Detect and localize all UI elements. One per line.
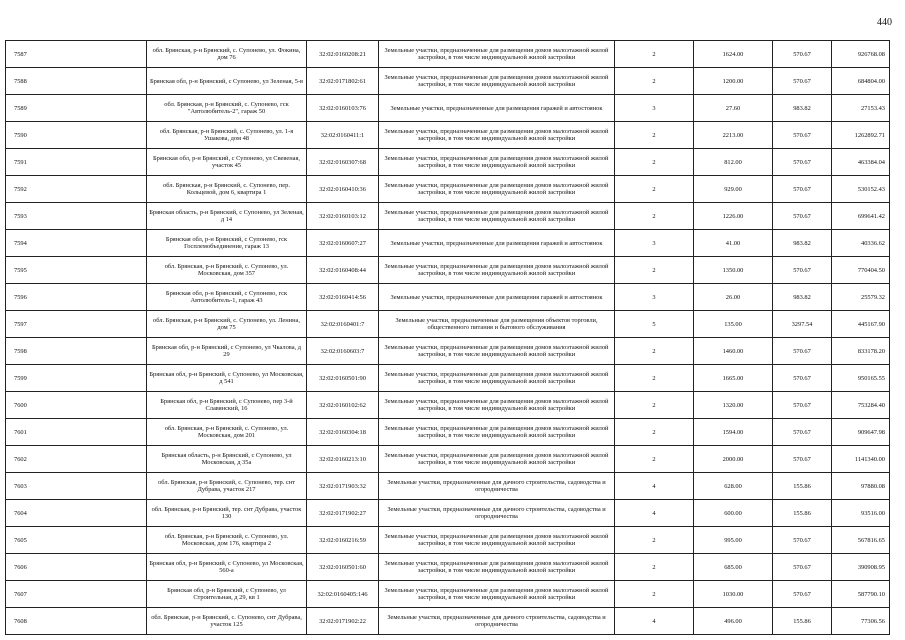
land-use-cell: Земельные участки, предназначенные для размещения домов малоэтажной жилой застройки, в том числе индивидуальной жилой застройки (379, 365, 615, 392)
cadastral-number-cell: 32:02:0160501:90 (307, 365, 379, 392)
cadastral-number-cell: 32:02:0160103:76 (307, 95, 379, 122)
rate-cell: 570.67 (773, 338, 832, 365)
address-cell: Брянская обл, р-н Брянский, с Супонево, гск Автолюбитель-1, гараж 43 (147, 284, 307, 311)
area-cell: 27.60 (694, 95, 773, 122)
group-cell: 4 (615, 500, 694, 527)
rate-cell: 155.86 (773, 473, 832, 500)
address-cell: Брянская обл, р-н Брянский, с Супонево, ул Московская, д 541 (147, 365, 307, 392)
row-number-cell: 7598 (6, 338, 147, 365)
cadastral-number-cell: 32:02:0160213:10 (307, 446, 379, 473)
rate-cell: 155.86 (773, 608, 832, 635)
land-use-cell: Земельные участки, предназначенные для размещения домов малоэтажной жилой застройки, в том числе индивидуальной жилой застройки (379, 149, 615, 176)
row-number-cell: 7590 (6, 122, 147, 149)
land-use-cell: Земельные участки, предназначенные для размещения домов малоэтажной жилой застройки, в том числе индивидуальной жилой застройки (379, 257, 615, 284)
table-row (6, 149, 890, 176)
table-row (6, 257, 890, 284)
table-row (6, 176, 890, 203)
land-use-cell: Земельные участки, предназначенные для дачного строительства, садоводства и огородничества (379, 608, 615, 635)
area-cell: 995.00 (694, 527, 773, 554)
rate-cell: 570.67 (773, 527, 832, 554)
address-cell: Брянская обл, р-н Брянский, с Супонево, ул Московская, 560-а (147, 554, 307, 581)
cadastral-number-cell: 32:02:0160408:44 (307, 257, 379, 284)
table-row (6, 527, 890, 554)
land-use-cell: Земельные участки, предназначенные для размещения домов малоэтажной жилой застройки, в том числе индивидуальной жилой застройки (379, 581, 615, 608)
area-cell: 929.00 (694, 176, 773, 203)
row-number-cell: 7603 (6, 473, 147, 500)
group-cell: 4 (615, 608, 694, 635)
area-cell: 2213.00 (694, 122, 773, 149)
table-row (6, 365, 890, 392)
table-row (6, 41, 890, 68)
area-cell: 135.00 (694, 311, 773, 338)
table-row (6, 95, 890, 122)
address-cell: обл. Брянская, р-н Брянский, с. Супонево, ул. Московская, дом 176, квартира 2 (147, 527, 307, 554)
land-use-cell: Земельные участки, предназначенные для размещения гаражей и автостоянок (379, 230, 615, 257)
area-cell: 1320.00 (694, 392, 773, 419)
cadastral-value-cell: 97880.08 (832, 473, 890, 500)
table-row (6, 446, 890, 473)
cadastral-value-cell: 833178.20 (832, 338, 890, 365)
cadastral-value-cell: 770404.50 (832, 257, 890, 284)
land-use-cell: Земельные участки, предназначенные для размещения домов малоэтажной жилой застройки, в том числе индивидуальной жилой застройки (379, 122, 615, 149)
group-cell: 2 (615, 419, 694, 446)
address-cell: обл. Брянская, р-н Брянский, с. Супонево, пер. Кольцевой, дом 6, квартира 1 (147, 176, 307, 203)
group-cell: 2 (615, 149, 694, 176)
row-number-cell: 7596 (6, 284, 147, 311)
land-use-cell: Земельные участки, предназначенные для размещения домов малоэтажной жилой застройки, в том числе индивидуальной жилой застройки (379, 68, 615, 95)
area-cell: 41.00 (694, 230, 773, 257)
table-row (6, 284, 890, 311)
row-number-cell: 7601 (6, 419, 147, 446)
rate-cell: 570.67 (773, 176, 832, 203)
area-cell: 685.00 (694, 554, 773, 581)
address-cell: Брянская обл, р-н Брянский, с Супонево, ул Зеленая, 5-в (147, 68, 307, 95)
cadastral-number-cell: 32:02:0160607:27 (307, 230, 379, 257)
table-row (6, 338, 890, 365)
table-row (6, 230, 890, 257)
group-cell: 2 (615, 365, 694, 392)
cadastral-value-cell: 93516.00 (832, 500, 890, 527)
row-number-cell: 7607 (6, 581, 147, 608)
area-cell: 1200.00 (694, 68, 773, 95)
cadastral-number-cell: 32:02:0160401:7 (307, 311, 379, 338)
area-cell: 496.00 (694, 608, 773, 635)
area-cell: 1226.00 (694, 203, 773, 230)
area-cell: 1030.00 (694, 581, 773, 608)
table-row (6, 608, 890, 635)
row-number-cell: 7602 (6, 446, 147, 473)
cadastral-value-cell: 567816.65 (832, 527, 890, 554)
area-cell: 600.00 (694, 500, 773, 527)
address-cell: обл. Брянская, р-н Брянский, тер. снт Дубрава, участок 130 (147, 500, 307, 527)
group-cell: 2 (615, 203, 694, 230)
land-use-cell: Земельные участки, предназначенные для размещения домов малоэтажной жилой застройки, в том числе индивидуальной жилой застройки (379, 338, 615, 365)
land-use-cell: Земельные участки, предназначенные для размещения домов малоэтажной жилой застройки, в том числе индивидуальной жилой застройки (379, 527, 615, 554)
cadastral-number-cell: 32:02:0171902:27 (307, 500, 379, 527)
rate-cell: 570.67 (773, 419, 832, 446)
rate-cell: 570.67 (773, 122, 832, 149)
area-cell: 1594.00 (694, 419, 773, 446)
area-cell: 2000.00 (694, 446, 773, 473)
rate-cell: 3297.54 (773, 311, 832, 338)
group-cell: 2 (615, 527, 694, 554)
address-cell: Брянская обл, р-н Брянский, с Супонево, гск Госплемобъединение, гараж 13 (147, 230, 307, 257)
group-cell: 3 (615, 230, 694, 257)
table-row (6, 203, 890, 230)
land-use-cell: Земельные участки, предназначенные для дачного строительства, садоводства и огородничества (379, 473, 615, 500)
rate-cell: 570.67 (773, 392, 832, 419)
rate-cell: 570.67 (773, 41, 832, 68)
area-cell: 1350.00 (694, 257, 773, 284)
address-cell: обл. Брянская, р-н Брянский, с. Супонево, ул. Московская, дом 201 (147, 419, 307, 446)
rate-cell: 570.67 (773, 581, 832, 608)
row-number-cell: 7605 (6, 527, 147, 554)
rate-cell: 570.67 (773, 68, 832, 95)
table-row (6, 122, 890, 149)
cadastral-value-cell: 463384.04 (832, 149, 890, 176)
cadastral-value-cell: 77306.56 (832, 608, 890, 635)
cadastral-value-cell: 40336.62 (832, 230, 890, 257)
land-use-cell: Земельные участки, предназначенные для размещения домов малоэтажной жилой застройки, в том числе индивидуальной жилой застройки (379, 203, 615, 230)
address-cell: обл. Брянская, р-н Брянский, с. Супонево, ул. Ленина, дом 75 (147, 311, 307, 338)
cadastral-number-cell: 32:02:0160414:56 (307, 284, 379, 311)
address-cell: Брянская обл, р-н Брянский, с Супонево, ул Свевеная, участок 45 (147, 149, 307, 176)
table-row (6, 311, 890, 338)
address-cell: Брянская область, р-н Брянский, с Супонево, ул Московская, д 35а (147, 446, 307, 473)
cadastral-value-cell: 684804.00 (832, 68, 890, 95)
land-use-cell: Земельные участки, предназначенные для дачного строительства, садоводства и огородничества (379, 500, 615, 527)
cadastral-value-cell: 950165.55 (832, 365, 890, 392)
rate-cell: 570.67 (773, 365, 832, 392)
group-cell: 5 (615, 311, 694, 338)
cadastral-value-cell: 1262892.71 (832, 122, 890, 149)
address-cell: обл. Брянская, р-н Брянский, с. Супонево, ул. Фокина, дом 76 (147, 41, 307, 68)
address-cell: Брянская обл, р-н Брянский, с Супонево, ул Чкалова, д 29 (147, 338, 307, 365)
address-cell: обл. Брянская, р-н Брянский, с. Супонево, гск "Автолюбитель-2", гараж 50 (147, 95, 307, 122)
cadastral-number-cell: 32:02:0160410:36 (307, 176, 379, 203)
row-number-cell: 7589 (6, 95, 147, 122)
address-cell: обл. Брянская, р-н Брянский, с. Супонево, ул. Московская, дом 357 (147, 257, 307, 284)
table-body (6, 41, 890, 635)
address-cell: обл. Брянская, р-н Брянский, с. Супонево, тер. снт Дубрава, участок 217 (147, 473, 307, 500)
area-cell: 1624.00 (694, 41, 773, 68)
row-number-cell: 7597 (6, 311, 147, 338)
row-number-cell: 7600 (6, 392, 147, 419)
address-cell: Брянская область, р-н Брянский, с Супонево, ул Зеленая, д 14 (147, 203, 307, 230)
cadastral-number-cell: 32:02:0160411:1 (307, 122, 379, 149)
rate-cell: 983.82 (773, 95, 832, 122)
row-number-cell: 7608 (6, 608, 147, 635)
row-number-cell: 7588 (6, 68, 147, 95)
cadastral-number-cell: 32:02:0171903:32 (307, 473, 379, 500)
group-cell: 2 (615, 554, 694, 581)
cadastral-value-cell: 445167.90 (832, 311, 890, 338)
land-use-cell: Земельные участки, предназначенные для размещения домов малоэтажной жилой застройки, в том числе индивидуальной жилой застройки (379, 419, 615, 446)
cadastral-number-cell: 32:02:0160501:60 (307, 554, 379, 581)
row-number-cell: 7595 (6, 257, 147, 284)
land-use-cell: Земельные участки, предназначенные для размещения домов малоэтажной жилой застройки, в том числе индивидуальной жилой застройки (379, 41, 615, 68)
group-cell: 2 (615, 176, 694, 203)
row-number-cell: 7593 (6, 203, 147, 230)
row-number-cell: 7591 (6, 149, 147, 176)
group-cell: 2 (615, 41, 694, 68)
group-cell: 2 (615, 68, 694, 95)
group-cell: 2 (615, 338, 694, 365)
cadastral-value-cell: 753284.40 (832, 392, 890, 419)
cadastral-number-cell: 32:02:0160102:62 (307, 392, 379, 419)
cadastral-number-cell: 32:02:0160216:59 (307, 527, 379, 554)
land-use-cell: Земельные участки, предназначенные для размещения домов малоэтажной жилой застройки, в том числе индивидуальной жилой застройки (379, 554, 615, 581)
table-row (6, 419, 890, 446)
page-number: 440 (877, 17, 892, 28)
table-row (6, 581, 890, 608)
rate-cell: 570.67 (773, 446, 832, 473)
cadastral-value-cell: 699641.42 (832, 203, 890, 230)
area-cell: 1665.00 (694, 365, 773, 392)
cadastral-number-cell: 32:02:0171902:22 (307, 608, 379, 635)
land-use-cell: Земельные участки, предназначенные для размещения домов малоэтажной жилой застройки, в том числе индивидуальной жилой застройки (379, 176, 615, 203)
land-registry-table (5, 40, 890, 635)
table-row (6, 392, 890, 419)
group-cell: 3 (615, 284, 694, 311)
row-number-cell: 7599 (6, 365, 147, 392)
group-cell: 4 (615, 473, 694, 500)
cadastral-value-cell: 27153.43 (832, 95, 890, 122)
cadastral-number-cell: 32:02:0160103:12 (307, 203, 379, 230)
table-row (6, 554, 890, 581)
group-cell: 2 (615, 392, 694, 419)
row-number-cell: 7592 (6, 176, 147, 203)
table-row (6, 500, 890, 527)
group-cell: 2 (615, 257, 694, 284)
cadastral-value-cell: 1141340.00 (832, 446, 890, 473)
cadastral-value-cell: 926768.08 (832, 41, 890, 68)
land-use-cell: Земельные участки, предназначенные для размещения домов малоэтажной жилой застройки, в том числе индивидуальной жилой застройки (379, 392, 615, 419)
land-use-cell: Земельные участки, предназначенные для размещения гаражей и автостоянок (379, 284, 615, 311)
cadastral-value-cell: 390908.95 (832, 554, 890, 581)
group-cell: 2 (615, 446, 694, 473)
address-cell: обл. Брянская, р-н Брянский, с. Супонево, ул. 1-я Ушакова, дом 48 (147, 122, 307, 149)
rate-cell: 983.82 (773, 284, 832, 311)
area-cell: 812.00 (694, 149, 773, 176)
cadastral-value-cell: 587790.10 (832, 581, 890, 608)
rate-cell: 570.67 (773, 257, 832, 284)
rate-cell: 155.86 (773, 500, 832, 527)
row-number-cell: 7606 (6, 554, 147, 581)
group-cell: 2 (615, 122, 694, 149)
land-use-cell: Земельные участки, предназначенные для размещения домов малоэтажной жилой застройки, в том числе индивидуальной жилой застройки (379, 446, 615, 473)
land-use-cell: Земельные участки, предназначенные для размещения гаражей и автостоянок (379, 95, 615, 122)
area-cell: 628.00 (694, 473, 773, 500)
area-cell: 1460.00 (694, 338, 773, 365)
rate-cell: 570.67 (773, 554, 832, 581)
row-number-cell: 7594 (6, 230, 147, 257)
group-cell: 2 (615, 581, 694, 608)
rate-cell: 983.82 (773, 230, 832, 257)
area-cell: 26.00 (694, 284, 773, 311)
cadastral-value-cell: 25579.32 (832, 284, 890, 311)
cadastral-value-cell: 530152.43 (832, 176, 890, 203)
address-cell: Брянская обл, р-н Брянский, с Супонево, пер 3-й Славянский, 16 (147, 392, 307, 419)
cadastral-number-cell: 32:02:0171802:61 (307, 68, 379, 95)
land-use-cell: Земельные участки, предназначенные для размещения объектов торговли, общественного питания и бытового обслуживания (379, 311, 615, 338)
cadastral-number-cell: 32:02:0160304:18 (307, 419, 379, 446)
address-cell: Брянская обл, р-н Брянский, с Супонево, ул Строительная, д 29, кв 1 (147, 581, 307, 608)
table-row (6, 68, 890, 95)
row-number-cell: 7587 (6, 41, 147, 68)
rate-cell: 570.67 (773, 149, 832, 176)
group-cell: 3 (615, 95, 694, 122)
cadastral-number-cell: 32:02:0160603:7 (307, 338, 379, 365)
table-row (6, 473, 890, 500)
address-cell: обл. Брянская, р-н Брянский, с. Супонево, снт Дубрава, участок 125 (147, 608, 307, 635)
cadastral-number-cell: 32:02:0160405:146 (307, 581, 379, 608)
rate-cell: 570.67 (773, 203, 832, 230)
cadastral-value-cell: 909647.98 (832, 419, 890, 446)
cadastral-number-cell: 32:02:0160307:68 (307, 149, 379, 176)
cadastral-number-cell: 32:02:0160208:21 (307, 41, 379, 68)
row-number-cell: 7604 (6, 500, 147, 527)
